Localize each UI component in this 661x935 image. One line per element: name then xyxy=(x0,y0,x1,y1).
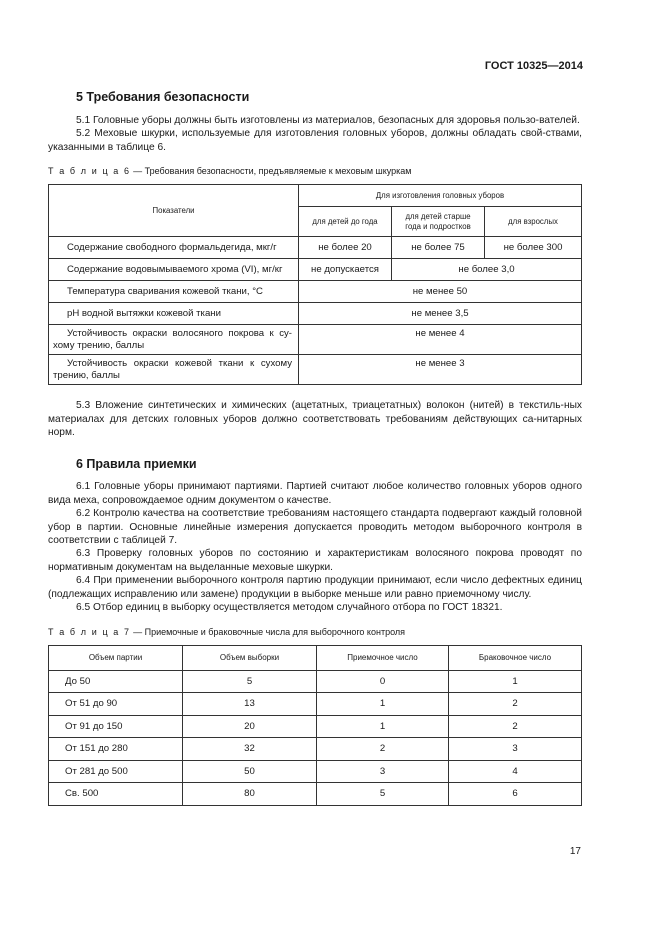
acceptance-number-cell: 3 xyxy=(317,760,449,783)
col-header-indicator: Показатели xyxy=(49,185,299,237)
safety-requirements-table xyxy=(48,184,582,385)
sample-size-cell: 32 xyxy=(183,738,317,761)
table-row xyxy=(49,237,582,259)
rejection-number-cell: 3 xyxy=(449,738,582,761)
lot-size-cell: От 91 до 150 xyxy=(49,715,183,738)
cell-value: не более 3,0 xyxy=(392,259,582,281)
col-header-infants: для детей до года xyxy=(299,207,392,237)
rejection-number-cell: 2 xyxy=(449,715,582,738)
acceptance-number-cell: 2 xyxy=(317,738,449,761)
sample-size-cell: 50 xyxy=(183,760,317,783)
paragraph-5-2: 5.2 Меховые шкурки, используемые для изготовления головных уборов, должны обладать свой-ствами, указанными в таблице 6. xyxy=(48,128,582,153)
table-7-caption-label: Т а б л и ц а 7 xyxy=(48,626,131,637)
row-label: Устойчивость окраски волосяного покрова к су-хому трению, баллы xyxy=(49,325,299,355)
table-row xyxy=(49,783,582,806)
row-label: pH водной вытяжки кожевой ткани xyxy=(49,303,299,325)
paragraph-6-5: 6.5 Отбор единиц в выборку осуществляется методом случайного отбора по ГОСТ 18321. xyxy=(76,602,503,614)
col-header-group: Для изготовления головных уборов xyxy=(299,185,582,207)
col-header-children: для детей старше года и подростков xyxy=(392,207,485,237)
table-row xyxy=(49,259,582,281)
rejection-number-cell: 4 xyxy=(449,760,582,783)
table-6-caption xyxy=(48,166,582,177)
cell-value: не более 75 xyxy=(392,237,485,259)
row-label: Содержание водовымываемого хрома (VI), мг/кг xyxy=(49,259,299,281)
acceptance-number-cell: 5 xyxy=(317,783,449,806)
paragraph-6-4: 6.4 При применении выборочного контроля партию продукции принимают, если число дефектных единиц (подлежащих исправлению или замене) продукции в выборке меньше или равно приемочному числу. xyxy=(48,575,582,600)
section-6-title: 6 Правила приемки xyxy=(76,457,197,472)
paragraph-6-1: 6.1 Головные уборы принимают партиями. Партией считают любое количество головных уборов одного вида меха, сопровождаемое одним документом о качестве. xyxy=(48,481,582,506)
lot-size-cell: От 151 до 280 xyxy=(49,738,183,761)
col-header-acceptance-number: Приемочное число xyxy=(317,645,449,670)
rejection-number-cell: 2 xyxy=(449,693,582,716)
table-7-caption xyxy=(48,627,582,638)
table-row xyxy=(49,281,582,303)
paragraph-6-2: 6.2 Контролю качества на соответствие требованиям настоящего стандарта подвергают каждый головной убор в партии. Основные линейные измерения допускается проводить методом выборочного контроля в соответствии с таблицей 7. xyxy=(48,508,582,547)
col-header-adults: для взрослых xyxy=(485,207,582,237)
cell-value: не менее 4 xyxy=(299,325,582,355)
col-header-sample-size: Объем выборки xyxy=(183,645,317,670)
cell-value: не менее 3,5 xyxy=(299,303,582,325)
row-label: Содержание свободного формальдегида, мкг/г xyxy=(49,237,299,259)
rejection-number-cell: 6 xyxy=(449,783,582,806)
table-row xyxy=(49,355,582,385)
acceptance-number-cell: 0 xyxy=(317,670,449,693)
cell-value: не менее 3 xyxy=(299,355,582,385)
sample-size-cell: 20 xyxy=(183,715,317,738)
sample-size-cell: 5 xyxy=(183,670,317,693)
sample-size-cell: 80 xyxy=(183,783,317,806)
table-row xyxy=(49,693,582,716)
lot-size-cell: До 50 xyxy=(49,670,183,693)
cell-value: не менее 50 xyxy=(299,281,582,303)
acceptance-number-cell: 1 xyxy=(317,693,449,716)
page-number: 17 xyxy=(569,846,581,857)
paragraph-6-3: 6.3 Проверку головных уборов по состоянию и характеристикам волосяного покрова проводят по нормативным документам на выделанные меховые шкурки. xyxy=(48,548,582,573)
lot-size-cell: От 281 до 500 xyxy=(49,760,183,783)
table-row xyxy=(49,738,582,761)
cell-value: не более 20 xyxy=(299,237,392,259)
section-5-title: 5 Требования безопасности xyxy=(76,90,250,104)
document-code: ГОСТ 10325—2014 xyxy=(484,60,583,72)
table-row xyxy=(49,303,582,325)
row-label: Устойчивость окраски кожевой ткани к сухому трению, баллы xyxy=(49,355,299,385)
sampling-table xyxy=(48,645,582,806)
paragraph-5-1: 5.1 Головные уборы должны быть изготовлены из материалов, безопасных для здоровья пользо-вателей. xyxy=(76,115,580,126)
paragraph-5-3: 5.3 Вложение синтетических и химических (ацетатных, триацетатных) волокон (нитей) в текстиль-ных материалах для детских головных уборов должно соответствовать требованиям действующих са-нитарных норм. xyxy=(48,400,582,439)
table-row xyxy=(49,715,582,738)
table-row xyxy=(49,760,582,783)
rejection-number-cell: 1 xyxy=(449,670,582,693)
table-row xyxy=(49,670,582,693)
acceptance-number-cell: 1 xyxy=(317,715,449,738)
lot-size-cell: Св. 500 xyxy=(49,783,183,806)
cell-value: не более 300 xyxy=(485,237,582,259)
table-6-caption-text: — Требования безопасности, предъявляемые к меховым шкуркам xyxy=(130,166,412,177)
table-6-caption-label: Т а б л и ц а 6 xyxy=(48,166,131,177)
page-content xyxy=(48,90,582,806)
row-label: Температура сваривания кожевой ткани, °С xyxy=(49,281,299,303)
col-header-lot-size: Объем партии xyxy=(49,645,183,670)
col-header-rejection-number: Браковочное число xyxy=(449,645,582,670)
table-7-caption-text: — Приемочные и браковочные числа для выборочного контроля xyxy=(130,626,406,637)
table-row xyxy=(49,325,582,355)
lot-size-cell: От 51 до 90 xyxy=(49,693,183,716)
sample-size-cell: 13 xyxy=(183,693,317,716)
cell-value: не допускается xyxy=(299,259,392,281)
